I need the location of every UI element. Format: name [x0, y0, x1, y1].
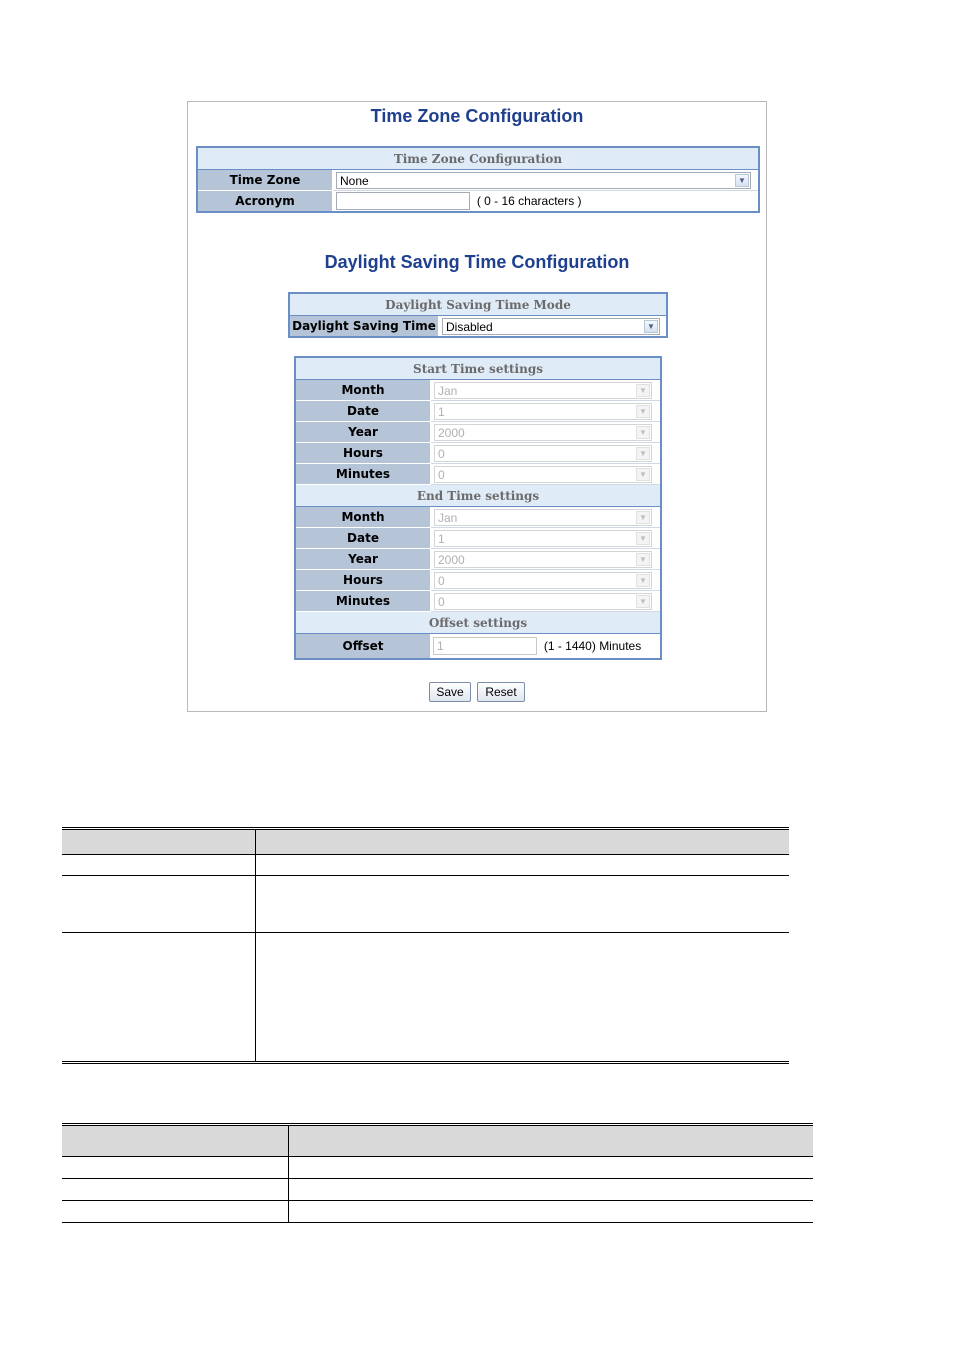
chevron-down-icon[interactable]: ▼ [636, 574, 650, 587]
table-cell [289, 1157, 814, 1179]
end-month-label: Month [295, 507, 431, 528]
table-cell [62, 933, 256, 1063]
start-year-label: Year [295, 422, 431, 443]
dst-mode-label: Daylight Saving Time [289, 316, 439, 338]
end-minutes-value: 0 [438, 594, 445, 609]
chevron-down-icon[interactable]: ▼ [636, 468, 650, 481]
offset-input[interactable]: 1 [433, 637, 537, 655]
end-minutes-select[interactable] [434, 593, 652, 610]
start-year-select[interactable] [434, 424, 652, 441]
start-hours-select[interactable] [434, 445, 652, 462]
start-minutes-label: Minutes [295, 464, 431, 485]
timezone-table-header: Time Zone Configuration [197, 147, 759, 170]
table-row [62, 876, 789, 933]
start-month-label: Month [295, 380, 431, 401]
table-row [62, 933, 789, 1063]
table-cell [62, 1157, 289, 1179]
table-header-row [62, 829, 789, 855]
table-header-cell [289, 1125, 814, 1157]
end-hours-select[interactable] [434, 572, 652, 589]
chevron-down-icon[interactable]: ▼ [735, 174, 749, 187]
chevron-down-icon[interactable]: ▼ [636, 595, 650, 608]
acronym-label: Acronym [197, 191, 333, 213]
table-row [62, 1157, 813, 1179]
chevron-down-icon[interactable]: ▼ [636, 511, 650, 524]
chevron-down-icon[interactable]: ▼ [636, 384, 650, 397]
reset-button[interactable]: Reset [477, 682, 525, 702]
end-date-label: Date [295, 528, 431, 549]
table-row [62, 855, 789, 876]
table-cell [256, 855, 790, 876]
parameter-table-2 [62, 1123, 813, 1223]
start-date-value: 1 [438, 404, 445, 419]
chevron-down-icon[interactable]: ▼ [636, 405, 650, 418]
table-cell [289, 1201, 814, 1223]
end-year-value: 2000 [438, 552, 465, 567]
start-hours-label: Hours [295, 443, 431, 464]
table-cell [62, 855, 256, 876]
dst-page-title: Daylight Saving Time Configuration [324, 252, 630, 272]
end-date-select[interactable] [434, 530, 652, 547]
dst-mode-header: Daylight Saving Time Mode [289, 293, 667, 316]
table-cell [62, 1201, 289, 1223]
table-cell [256, 876, 790, 933]
table-cell [256, 933, 790, 1063]
start-month-select[interactable] [434, 382, 652, 399]
start-minutes-value: 0 [438, 467, 445, 482]
table-header-cell [256, 829, 790, 855]
dst-mode-select[interactable] [442, 318, 660, 335]
table-header-row [62, 1125, 813, 1157]
offset-label: Offset [295, 634, 431, 660]
start-date-select[interactable] [434, 403, 652, 420]
table-row [62, 1179, 813, 1201]
table-cell [62, 1179, 289, 1201]
end-date-value: 1 [438, 531, 445, 546]
dst-settings-table [294, 356, 662, 660]
end-month-select[interactable] [434, 509, 652, 526]
start-date-label: Date [295, 401, 431, 422]
save-button[interactable]: Save [429, 682, 471, 702]
start-year-value: 2000 [438, 425, 465, 440]
timezone-config-table [196, 146, 760, 213]
table-cell [62, 876, 256, 933]
chevron-down-icon[interactable]: ▼ [644, 320, 658, 333]
end-hours-value: 0 [438, 573, 445, 588]
timezone-select[interactable] [336, 172, 751, 189]
end-minutes-label: Minutes [295, 591, 431, 612]
dst-mode-table [288, 292, 668, 338]
end-month-value: Jan [438, 510, 458, 525]
parameter-table-1 [62, 827, 789, 1064]
timezone-page-title: Time Zone Configuration [370, 106, 584, 126]
table-header-cell [62, 1125, 289, 1157]
start-minutes-select[interactable] [434, 466, 652, 483]
chevron-down-icon[interactable]: ▼ [636, 447, 650, 460]
offset-hint: (1 - 1440) Minutes [543, 639, 642, 653]
config-screenshot [187, 101, 767, 712]
end-year-label: Year [295, 549, 431, 570]
chevron-down-icon[interactable]: ▼ [636, 426, 650, 439]
timezone-select-value: None [340, 173, 369, 188]
offset-settings-header: Offset settings [295, 612, 661, 634]
chevron-down-icon[interactable]: ▼ [636, 532, 650, 545]
chevron-down-icon[interactable]: ▼ [636, 553, 650, 566]
start-month-value: Jan [438, 383, 458, 398]
dst-mode-select-value: Disabled [446, 319, 493, 334]
timezone-label: Time Zone [197, 170, 333, 191]
end-settings-header: End Time settings [295, 485, 661, 507]
table-row [62, 1201, 813, 1223]
end-hours-label: Hours [295, 570, 431, 591]
start-hours-value: 0 [438, 446, 445, 461]
acronym-input[interactable] [336, 192, 470, 210]
table-header-cell [62, 829, 256, 855]
end-year-select[interactable] [434, 551, 652, 568]
acronym-hint: ( 0 - 16 characters ) [476, 194, 582, 208]
start-settings-header: Start Time settings [295, 357, 661, 380]
table-cell [289, 1179, 814, 1201]
